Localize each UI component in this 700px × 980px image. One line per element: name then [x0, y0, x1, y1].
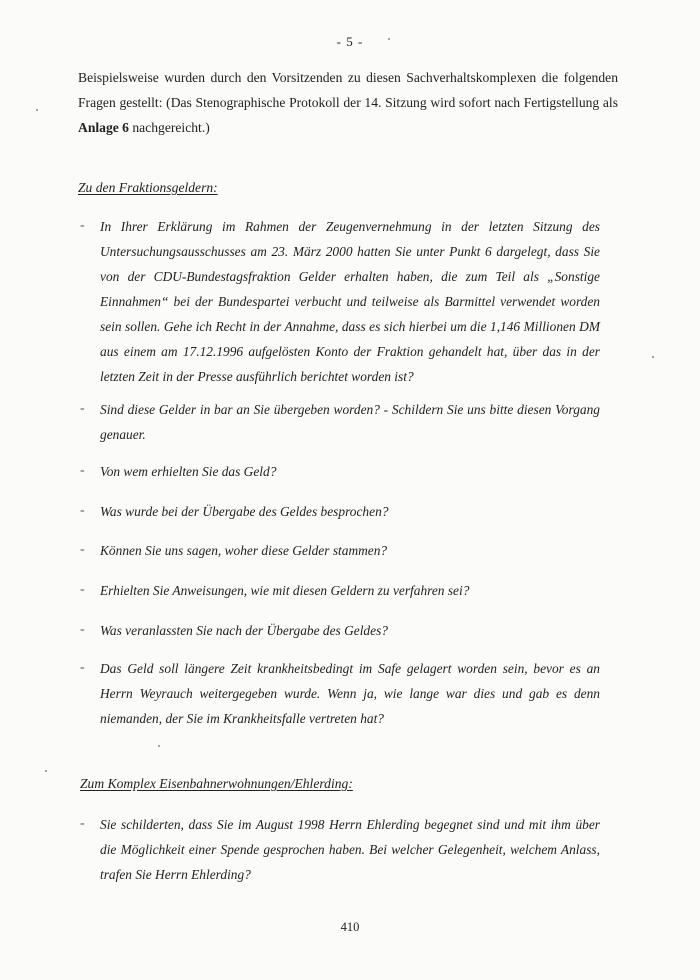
bullet-marker: - [80, 463, 85, 478]
section-heading-eisenbahnerwohnungen: Zum Komplex Eisenbahnerwohnungen/Ehlerding: [80, 776, 353, 791]
scan-speck [45, 770, 47, 772]
bullet-marker: - [80, 542, 85, 557]
scan-speck [652, 356, 654, 358]
question-4: Was wurde bei der Übergabe des Geldes besprochen? [100, 504, 389, 519]
question-8: Das Geld soll längere Zeit krankheitsbedingt im Safe gelagert worden sein, bevor es an Herrn Weyrauch weitergegeben wurde. Wenn ja, wie lange war dies und gab es denn niemanden, der Sie im Krankheitsfalle vertreten hat? [100, 661, 600, 726]
intro-paragraph [78, 65, 618, 140]
bullet-marker: - [80, 218, 85, 233]
scan-speck [36, 109, 38, 111]
intro-text: Beispielsweise wurden durch den Vorsitzenden zu diesen Sachverhaltskomplexen die folgenden Fragen gestellt: (Das Stenographische Protokoll der 14. Sitzung wird sofort nach Fertigstellung als [78, 70, 618, 110]
question-3: Von wem erhielten Sie das Geld? [100, 464, 277, 479]
scan-speck [388, 38, 390, 40]
question-5: Können Sie uns sagen, woher diese Gelder stammen? [100, 543, 388, 558]
footer-page-number: 410 [340, 920, 360, 934]
scan-speck [158, 745, 160, 747]
intro-text-end: nachgereicht.) [128, 120, 210, 135]
question-2: Sind diese Gelder in bar an Sie übergeben worden? - Schildern Sie uns bitte diesen Vorgang genauer. [100, 402, 600, 442]
bullet-marker: - [80, 582, 85, 597]
bullet-marker: - [80, 816, 85, 831]
question-7: Was veranlassten Sie nach der Übergabe des Geldes? [100, 623, 388, 638]
bullet-marker: - [80, 660, 85, 675]
question-6: Erhielten Sie Anweisungen, wie mit diesen Geldern zu verfahren sei? [100, 583, 470, 598]
bullet-marker: - [80, 503, 85, 518]
question-1: In Ihrer Erklärung im Rahmen der Zeugenvernehmung in der letzten Sitzung des Untersuchungsausschusses am 23. März 2000 hatten Sie unter Punkt 6 dargelegt, dass Sie von der CDU-Bundestagsfraktion Gelder erhalten haben, die zum Teil als „Sonstige Einnahmen“ bei der Bundespartei verbucht und teilweise als Barmittel verwendet worden sein sollen. Gehe ich Recht in der Annahme, dass es sich hierbei um die 1,146 Millionen DM aus einem am 17.12.1996 aufgelösten Konto der Fraktion gehandelt hat, über das in der letzten Zeit in der Presse ausführlich berichtet worden ist? [100, 219, 600, 384]
section-heading-fraktionsgelder: Zu den Fraktionsgeldern: [78, 180, 218, 195]
bullet-marker: - [80, 622, 85, 637]
intro-bold-annex: Anlage 6 [78, 120, 129, 135]
bullet-marker: - [80, 401, 85, 416]
question-9: Sie schilderten, dass Sie im August 1998 Herrn Ehlerding begegnet sind und mit ihm über die Möglichkeit einer Spende gesprochen haben. Bei welcher Gelegenheit, welchem Anlass, trafen Sie Herrn Ehlerding? [100, 817, 600, 882]
page-marker: - 5 - [336, 34, 364, 49]
